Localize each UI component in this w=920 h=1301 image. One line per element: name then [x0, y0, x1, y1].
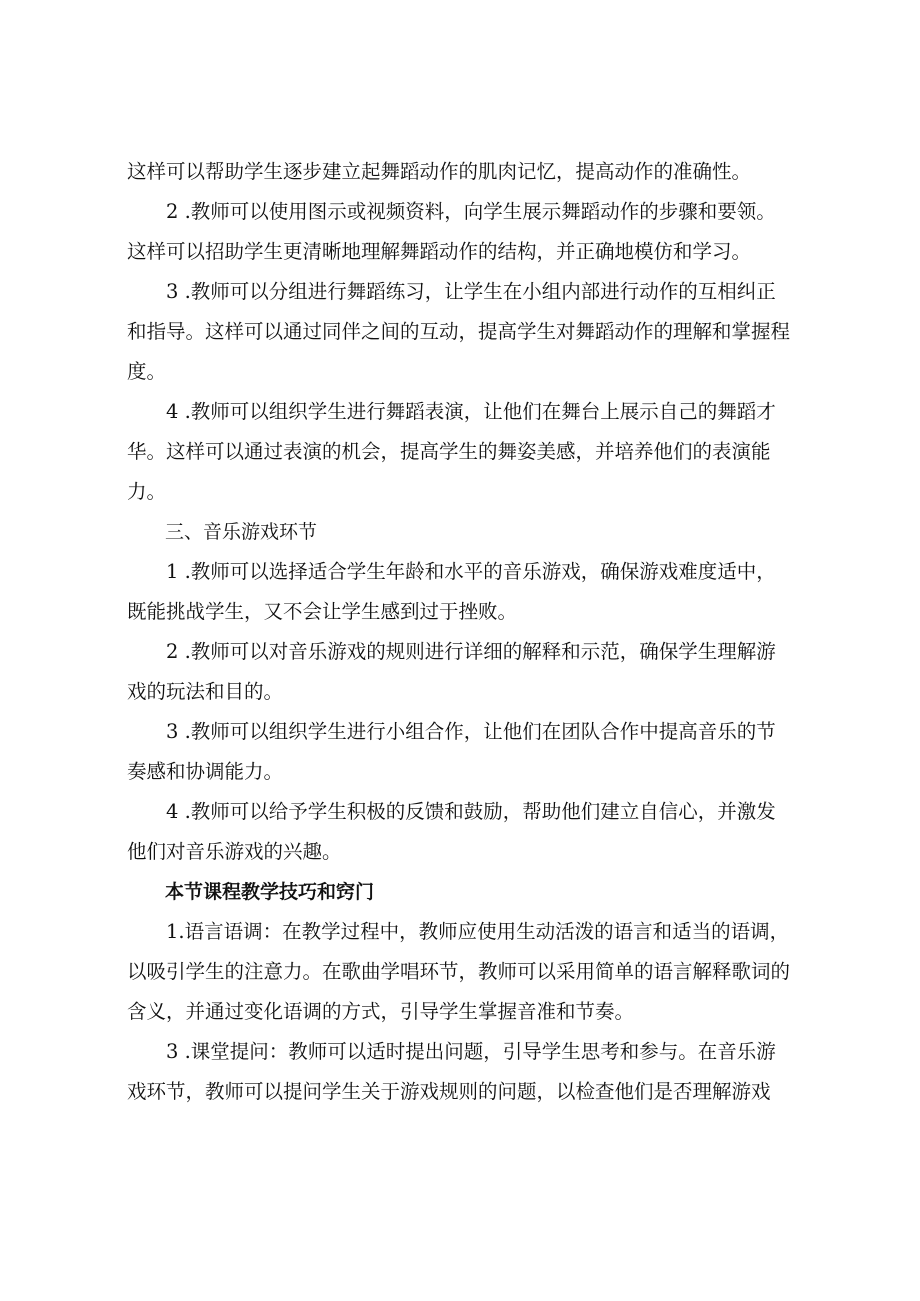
paragraph-continuation: 这样可以帮助学生逐步建立起舞蹈动作的肌肉记忆，提高动作的准确性。 — [127, 160, 752, 183]
paragraph-tip-1: 1.语言语调：在教学过程中，教师应使用生动活泼的语言和适当的语调，以吸引学生的注意力。在歌曲学唱环节，教师可以采用简单的语言解释歌词的含义，并通过变化语调的方式，引导学生掌握音准和节奏。 — [127, 920, 791, 1023]
section-heading-music-game: 三、音乐游戏环节 — [165, 521, 318, 543]
paragraph-tip-3: 3 .课堂提问：教师可以适时提出问题，引导学生思考和参与。在音乐游戏环节，教师可以提问学生关于游戏规则的问题，以检查他们是否理解游戏 — [127, 1040, 776, 1103]
paragraph-dance-item-4: 4 .教师可以组织学生进行舞蹈表演，让他们在舞台上展示自己的舞蹈才华。这样可以通过表演的机会，提高学生的舞姿美感，并培养他们的表演能力。 — [127, 400, 776, 503]
paragraph-game-item-1: 1 .教师可以选择适合学生年龄和水平的音乐游戏，确保游戏难度适中，既能挑战学生，又不会让学生感到过于挫败。 — [127, 560, 776, 623]
paragraph-game-item-3: 3 .教师可以组织学生进行小组合作，让他们在团队合作中提高音乐的节奏感和协调能力。 — [127, 720, 776, 783]
document-body — [127, 152, 793, 1112]
paragraph-dance-item-2: 2 .教师可以使用图示或视频资料，向学生展示舞蹈动作的步骤和要领。这样可以招助学生更清晰地理解舞蹈动作的结构，并正确地模仿和学习。 — [127, 200, 776, 263]
paragraph-game-item-4: 4 .教师可以给予学生积极的反馈和鼓励，帮助他们建立自信心，并激发他们对音乐游戏的兴趣。 — [127, 800, 776, 863]
paragraph-game-item-2: 2 .教师可以对音乐游戏的规则进行详细的解释和示范，确保学生理解游戏的玩法和目的。 — [127, 640, 776, 703]
section-heading-tips: 本节课程教学技巧和窍门 — [165, 881, 375, 903]
paragraph-dance-item-3: 3 .教师可以分组进行舞蹈练习，让学生在小组内部进行动作的互相纠正和指导。这样可以通过同伴之间的互动，提高学生对舞蹈动作的理解和掌握程度。 — [127, 280, 791, 383]
